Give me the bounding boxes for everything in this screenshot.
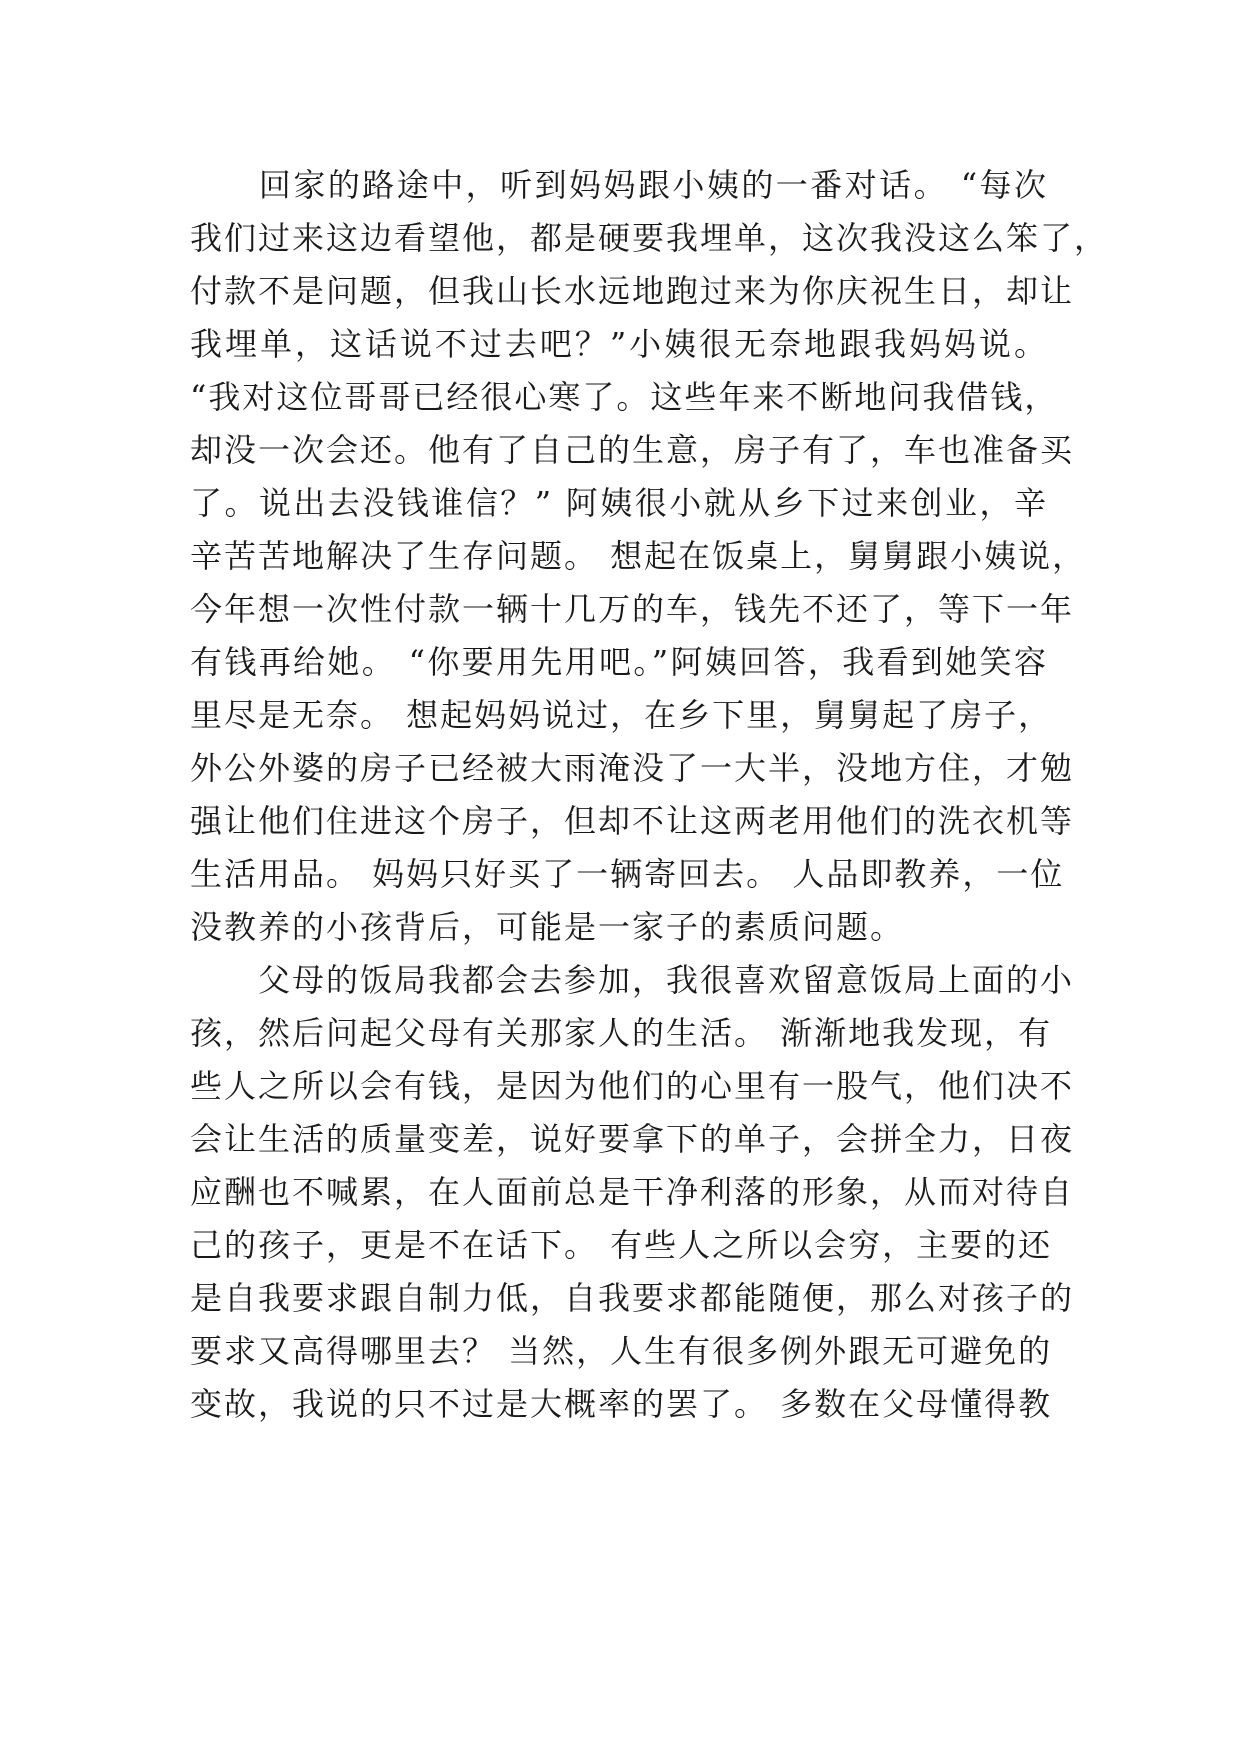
text-line: 强让他们住进这个房子，但却不让这两老用他们的洗衣机等 <box>190 802 1075 840</box>
text-line: 父母的饭局我都会去参加，我很喜欢留意饭局上面的小 <box>190 961 1075 999</box>
text-line: 了。说出去没钱谁信？” 阿姨很小就从乡下过来创业，辛 <box>190 484 1048 522</box>
text-line: 回家的路途中，听到妈妈跟小姨的一番对话。 “每次 <box>190 166 1048 204</box>
text-line: 孩，然后问起父母有关那家人的生活。 渐渐地我发现，有 <box>190 1014 1053 1052</box>
text-line: 要求又高得哪里去？ 当然，人生有很多例外跟无可避免的 <box>190 1332 1053 1370</box>
text-line: 会让生活的质量变差，说好要拿下的单子，会拼全力，日夜 <box>190 1120 1075 1158</box>
text-line: 却没一次会还。他有了自己的生意，房子有了，车也准备买 <box>190 431 1075 469</box>
text-line: 些人之所以会有钱，是因为他们的心里有一股气，他们决不 <box>190 1067 1075 1105</box>
text-line: 生活用品。 妈妈只好买了一辆寄回去。 人品即教养，一位 <box>190 855 1065 893</box>
text-line: 我埋单，这话说不过去吧？”小姨很无奈地跟我妈妈说。 <box>190 325 1048 363</box>
text-line: 有钱再给她。 “你要用先用吧。”阿姨回答，我看到她笑容 <box>190 643 1048 681</box>
text-line: 己的孩子，更是不在话下。 有些人之所以会穷，主要的还 <box>190 1226 1053 1264</box>
text-line: 辛苦苦地解决了生存问题。 想起在饭桌上，舅舅跟小姨说， <box>190 537 1087 575</box>
text-line: 应酬也不喊累，在人面前总是干净利落的形象，从而对待自 <box>190 1173 1075 1211</box>
text-line: 付款不是问题，但我山长水远地跑过来为你庆祝生日，却让 <box>190 272 1075 310</box>
text-line: 外公外婆的房子已经被大雨淹没了一大半，没地方住，才勉 <box>190 749 1075 787</box>
text-line-last: 没教养的小孩背后，可能是一家子的素质问题。 <box>190 908 905 946</box>
text-line: 是自我要求跟自制力低，自我要求都能随便，那么对孩子的 <box>190 1279 1075 1317</box>
text-line: 今年想一次性付款一辆十几万的车，钱先不还了，等下一年 <box>190 590 1075 628</box>
text-line: 里尽是无奈。 想起妈妈说过，在乡下里，舅舅起了房子， <box>190 696 1053 734</box>
text-line: 我们过来这边看望他，都是硬要我埋单，这次我没这么笨了， <box>190 219 1109 257</box>
text-line: “我对这位哥哥已经很心寒了。这些年来不断地问我借钱， <box>190 378 1059 416</box>
text-line: 变故，我说的只不过是大概率的罢了。 多数在父母懂得教 <box>190 1385 1053 1423</box>
